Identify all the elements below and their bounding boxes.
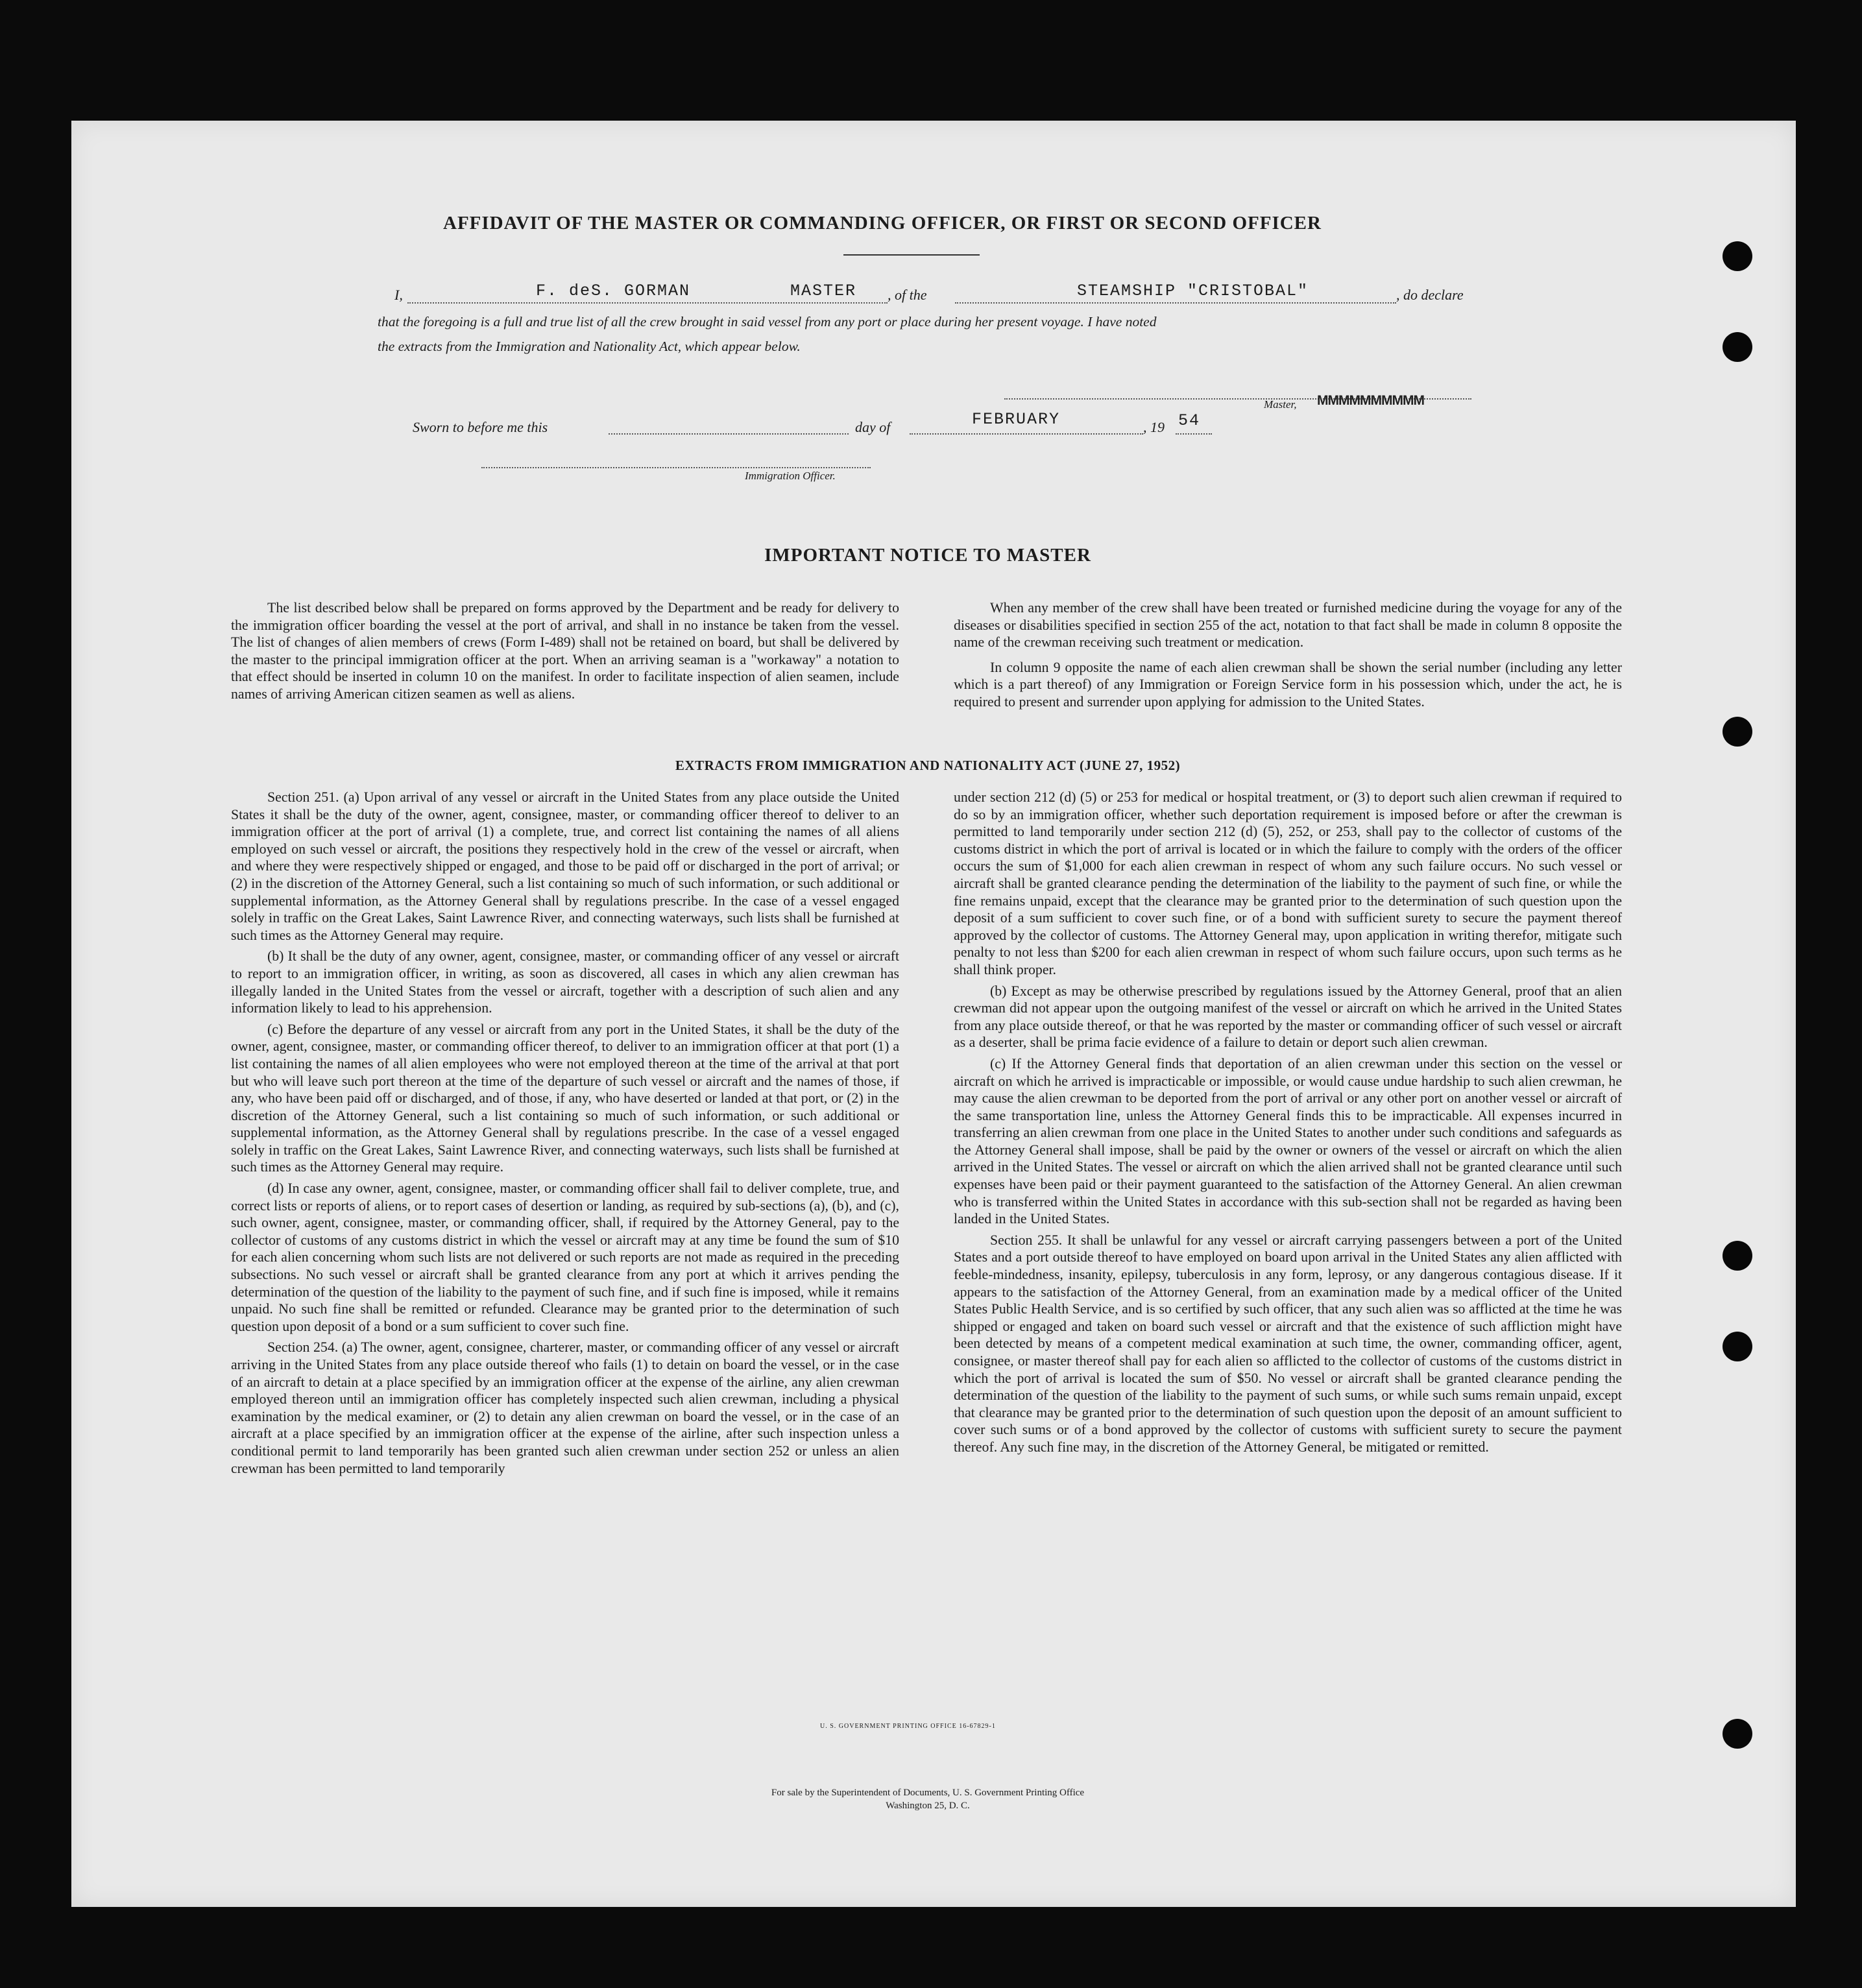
statement-line-1: that the foregoing is a full and true list of all the crew brought in said vessel from any port or place during her present voyage. I have noted bbox=[378, 314, 1157, 329]
sale-notice-line-1: For sale by the Superintendent of Documents, U. S. Government Printing Office bbox=[771, 1788, 1085, 1798]
extracts-right-column bbox=[954, 789, 1622, 1460]
notice-right-p1: When any member of the crew shall have been treated or furnished medicine during the voyage for any of the diseases or disabilities specified in section 255 of the act, notation to that fact shall be made in column 8 opposite the name of the crewman receiving such treatment or medication. bbox=[954, 600, 1622, 651]
title-rule bbox=[843, 254, 980, 256]
year-prefix: , 19 bbox=[1143, 419, 1165, 435]
punch-hole-4 bbox=[1723, 1241, 1752, 1271]
sworn-month: FEBRUARY bbox=[972, 410, 1061, 429]
section-254-a: Section 254. (a) The owner, agent, consignee, charterer, master, or commanding officer of any vessel or aircraft arriving in the United States from any place outside thereof who fails (1) to detain on board the vessel, or in the case of an aircraft to detain at a place specified by an immigration officer at the expense of the airline, any alien crewman employed thereon until an immigration officer has completely inspected such alien crewman, including a physical examination by the medical examiner, or (2) to detain any alien crewman on board the vessel, or in the case of an aircraft at a place specified by an immigration officer at the expense of the airline, after such inspection unless a conditional permit to land temporarily has been granted such alien crewman under section 252 or unless an alien crewman has been permitted to land temporarily bbox=[231, 1339, 899, 1476]
declare-label: , do declare bbox=[1396, 287, 1464, 303]
i-label: I, bbox=[394, 287, 403, 303]
punch-hole-1 bbox=[1723, 241, 1752, 271]
sworn-label: Sworn to before me this bbox=[413, 419, 548, 435]
section-255: Section 255. It shall be unlawful for any vessel or aircraft carrying passengers between a port of the United States and a port outside thereof to have employed on board upon arrival in the United States any alien afflicted with feeble-mindedness, insanity, epilepsy, tuberculosis in any form, leprosy, or any dangerous contagious disease. If it appears to the satisfaction of the Attorney General, from an examination made by a medical officer of the United States Public Health Service, and is so certified by such officer, that any such alien was so afflicted at the time he was shipped or engaged and taken on board such vessel or aircraft and that the existence of such affliction might have been detected by means of a competent medical examination at such time, the owner, commanding officer, agent, consignee, or master thereof shall pay for each alien so afflicted to the collector of customs of the customs district in which the port of arrival is located the sum of $50. No vessel or aircraft shall be granted clearance pending the determination of the question of the liability to the payment of such sums, or while such sums remain unpaid, except that clearance may be granted prior to the determination of such question upon the deposit of an amount sufficient to cover such sums or of a bond approved by the collector of customs with sufficient surety to secure the payment thereof. Any such fine may, in the discretion of the Attorney General, be mitigated or remitted. bbox=[954, 1232, 1622, 1455]
notice-right-p2: In column 9 opposite the name of each alien crewman shall be shown the serial number (including any letter which is a part thereof) of any Immigration or Foreign Service form in his possession which, under the act, he is required to present and surrender upon applying for admission to the United States. bbox=[954, 659, 1622, 710]
officer-name: F. deS. GORMAN bbox=[536, 281, 691, 300]
of-the-label: , of the bbox=[888, 287, 927, 303]
punch-hole-5 bbox=[1723, 1332, 1752, 1361]
section-251-c: (c) Before the departure of any vessel or aircraft from any port in the United States, it shall be the duty of the owner, agent, consignee, master, or commanding officer thereof, to deliver to an immigration officer at that port (1) a list containing the names of all alien employees who were not employed thereon at the time of the arrival at that port but who will leave such port thereon at the time of the departure of such vessel or aircraft and the names of those, if any, who have been paid off or discharged, and of those, if any, who have deserted or landed at that port, or (2) in the discretion of the Attorney General, such a list containing so much of such information, or such additional or supplemental information, as the Attorney General shall by regulations prescribe. In the case of a vessel engaged solely in traffic on the Great Lakes, Saint Lawrence River, and connecting waterways, such lists shall be furnished at such times as the Attorney General may require. bbox=[231, 1021, 899, 1175]
vessel-name: STEAMSHIP "CRISTOBAL" bbox=[1077, 281, 1309, 300]
section-251-a: Section 251. (a) Upon arrival of any vessel or aircraft in the United States from any place outside the United States it shall be the duty of the owner, agent, consignee, master, or commanding officer thereof to deliver to an immigration officer at the port of arrival (1) a complete, true, and correct list containing the names of all aliens employed on such vessel or aircraft, the positions they respectively hold in the crew of the vessel or aircraft, when and where they were respectively shipped or engaged, and those to be paid off or discharged in the port of arrival; or (2) in the discretion of the Attorney General, such a list containing so much of such information, or such additional or supplemental information, as the Attorney General shall by regulations prescribe. In the case of a vessel engaged solely in traffic on the Great Lakes, Saint Lawrence River, and connecting waterways, such lists shall be furnished at such times as the Attorney General may require. bbox=[231, 789, 899, 943]
master-label: Master, bbox=[1264, 398, 1297, 411]
master-stamp: MMMMMMMMMM bbox=[1317, 393, 1424, 408]
gpo-imprint: U. S. GOVERNMENT PRINTING OFFICE 16-67829-1 bbox=[820, 1723, 996, 1730]
notice-title: IMPORTANT NOTICE TO MASTER bbox=[764, 545, 1091, 566]
extracts-title: EXTRACTS FROM IMMIGRATION AND NATIONALITY ACT (JUNE 27, 1952) bbox=[675, 758, 1181, 773]
day-of-label: day of bbox=[855, 419, 891, 435]
punch-hole-3 bbox=[1723, 717, 1752, 747]
statement-line-2: the extracts from the Immigration and Nationality Act, which appear below. bbox=[378, 339, 801, 354]
section-251-b: (b) It shall be the duty of any owner, agent, consignee, master, or commanding officer of any vessel or aircraft to report to an immigration officer, in writing, as soon as discovered, all cases in which any alien crewman has illegally landed in the United States from the vessel or aircraft, together with a description of such alien and any information likely to lead to his apprehension. bbox=[231, 948, 899, 1016]
section-254-a-cont: under section 212 (d) (5) or 253 for medical or hospital treatment, or (3) to deport such alien crewman if required to do so by an immigration officer, whether such deportation requirement is imposed before or after the crewman is permitted to land temporarily under section 212 (d) (5), 252, or 253, shall pay to the collector of customs of the customs district in which the port of arrival is located or in which the failure to comply with the orders of the officer occurs the sum of $1,000 for each alien crewman in respect of whom any such failure occurs. No such vessel or aircraft shall be granted clearance pending the determination of the liability to the payment of such fine, or while the fine remains unpaid, except that the clearance may be granted prior to the determination of such question upon the deposit of a sum sufficient to cover such fine, or of a bond with sufficient surety to secure the payment thereof approved by the collector of customs. The Attorney General may, upon application in writing therefor, mitigate such penalty to not less than $200 for each alien crewman in respect of whom such failure occurs, upon such terms as he shall think proper. bbox=[954, 789, 1622, 977]
officer-rank: MASTER bbox=[790, 281, 857, 300]
punch-hole-2 bbox=[1723, 332, 1752, 362]
extracts-left-column bbox=[231, 789, 899, 1481]
immigration-officer-line bbox=[481, 457, 871, 468]
notice-right bbox=[954, 599, 1622, 715]
notice-left bbox=[231, 599, 899, 707]
section-254-b: (b) Except as may be otherwise prescribed by regulations issued by the Attorney General, proof that an alien crewman did not appear upon the outgoing manifest of the vessel or aircraft on which he arrived in the United States from any place outside thereof, or that he was reported by the master or commanding officer of such vessel or aircraft as a deserter, shall be prima facie evidence of a failure to detain or deport such alien crewman. bbox=[954, 983, 1622, 1051]
section-251-d: (d) In case any owner, agent, consignee, master, or commanding officer shall fail to deliver complete, true, and correct lists or reports of aliens, or to report cases of desertion or landing, as required by sub-sections (a), (b), and (c), such owner, agent, consignee, master, or commanding officer, shall, if required by the Attorney General, pay to the collector of customs of any customs district in which the vessel or aircraft may at any time be found the sum of $10 for each alien concerning whom such lists are not delivered or such reports are not made as required in the preceding subsections. No such vessel or aircraft shall be granted clearance from any port at which it arrives pending the determination of the question of the liability to the payment of such fine, and if such fine is imposed, while it remains unpaid. No such fine shall be remitted or refunded. Clearance may be granted prior to the determination of such question upon deposit of a bond or a sum sufficient to cover such fine. bbox=[231, 1180, 899, 1334]
sworn-day-line bbox=[609, 416, 849, 435]
sworn-year: 54 bbox=[1178, 411, 1201, 430]
affidavit-title: AFFIDAVIT OF THE MASTER OR COMMANDING OFFICER, OR FIRST OR SECOND OFFICER bbox=[443, 213, 1322, 234]
notice-left-text: The list described below shall be prepared on forms approved by the Department and be ready for delivery to the immigration officer boarding the vessel at the port of arrival, and shall in no instance be taken from the vessel. The list of changes of alien members of crews (Form I-489) shall not be retained on board, but shall be delivered by the master to the principal immigration officer at the port. When an arriving seaman is a "workaway" a notation to that effect should be inserted in column 10 on the manifest. In order to facilitate inspection of alien seamen, include names of arriving American citizen seamen as well as aliens. bbox=[231, 600, 899, 702]
section-254-c: (c) If the Attorney General finds that deportation of an alien crewman under this section on the vessel or aircraft on which he arrived is impracticable or impossible, or would cause undue hardship to such alien crewman, he may cause the alien crewman to be deported from the port of arrival or any other port on another vessel or aircraft of the same transportation line, unless the Attorney General finds this to be impracticable. All expenses incurred in transferring an alien crewman from one place in the United States to another under such conditions and safeguards as the Attorney General shall impose, shall be paid by the owner or owners of the vessel or aircraft on which the alien arrived in the United States. The vessel or aircraft on which the alien arrived shall not be granted clearance until such expenses have been paid or their payment guaranteed to the satisfaction of the Attorney General. An alien crewman who is transferred within the United States in accordance with this sub-section shall not be regarded as having been landed in the United States. bbox=[954, 1055, 1622, 1227]
sale-notice-line-2: Washington 25, D. C. bbox=[886, 1801, 970, 1811]
year-line bbox=[1176, 416, 1212, 435]
immigration-officer-label: Immigration Officer. bbox=[745, 470, 836, 482]
punch-hole-6 bbox=[1723, 1719, 1752, 1749]
